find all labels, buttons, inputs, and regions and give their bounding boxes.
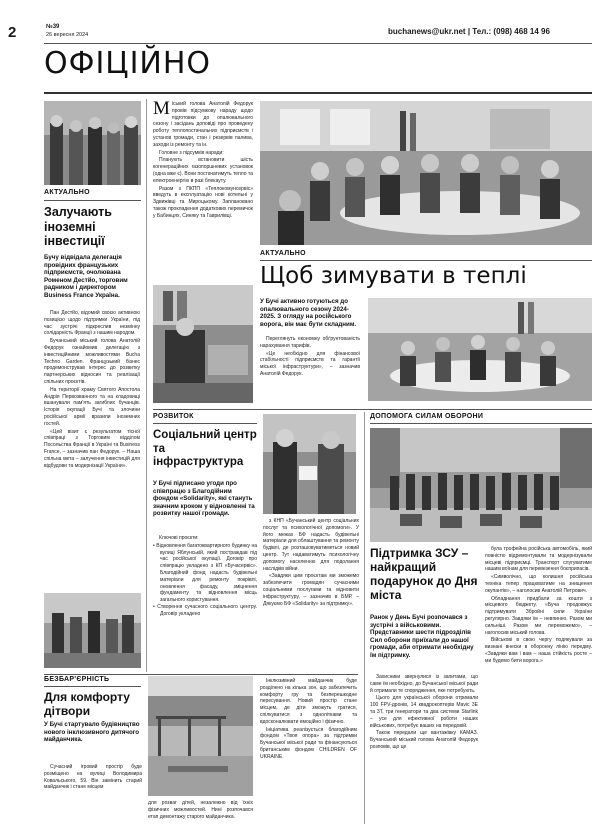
playground-photo	[148, 676, 253, 796]
social-continued-paragraph: з КНП «Бучанський центр соціальних послуг та психологічної допомоги». У його межах БФ надасть будівельні матеріали для облаштування та ремонту будівлі, де розташовуватиметься новий центр. Тут надаватимуть психологічну допомогу населенню для подолання наслідків війни.	[263, 518, 359, 572]
support-continued-paragraph: Обладнання придбали за кошти з місцевого бюджету. «Буча продовжує підтримувати Збройні сили України регулярно. Завдяки їм – невпинно. Разом ми сильніші. Разом ми переможемо», – наголосив міський голова.	[485, 595, 592, 636]
page-number: 2	[8, 24, 17, 41]
winter-intro-paragraph: іський голова Анатолій Федорук провів підсумкову нараду щодо підготовки до опалювального сезону і засідань доповіді про проведену роботу теплопостачальних підприємств і установ громади, стан і резервів палива, заходи із ремонту та ін.	[153, 101, 253, 148]
accessibility-body	[44, 764, 142, 792]
winter-paragraph: «Це необхідно для фінансової стабільності підприємств та гарантії міської інфраструктури», – зазначив Анатолій Федорук.	[260, 350, 360, 377]
header-rule	[44, 43, 592, 44]
social-bullet-text: Відновлення багатоквартирного будинку на вулиці Яблунській, який постраждав під час російської окупації. Договір про співпрацю укладено з КП «Бучасервіс». Благодійний фонд надасть будівельні матеріали для ремонту покрівлі, оновлення фасаду, зміцнення фундаменту та відновлення місць загального користування.	[156, 542, 257, 604]
social-continued	[263, 518, 359, 608]
bullet-marker: •	[153, 542, 157, 549]
investments-body	[44, 310, 140, 470]
meeting-photo-small	[153, 285, 253, 403]
support-lede: Ранок у День Бучі розпочався з зустрічі з військовими. Представники шести підрозділів Сил оборони приїхали до нашої громади, аби отримати необхідну їм підтримку.	[370, 614, 474, 659]
memorial-photo	[44, 593, 141, 668]
social-bullet	[153, 604, 257, 618]
support-kicker: ДОПОМОГА СИЛАМ ОБОРОНИ	[370, 413, 484, 420]
social-continued-paragraph: «Завдяки цим проєктам ми зможемо забезпечити громадян сучасними соціальними послугами та відновити інфраструктуру, – зазначив в БМР. – Дякуємо БФ «Solidarity» за підтримку».	[263, 573, 359, 607]
bullet-marker: •	[153, 603, 158, 610]
investments-title: Залучають іноземні інвестиції	[44, 205, 112, 248]
accessibility-paragraph: Сучасний ігровий простір буде розміщено на вулиці Володимира Ковальського, 59. Він замінить старий майданчик і стане місцем	[44, 764, 142, 791]
social-bullet-text: Створення сучасного соціального центру. Договір укладено	[157, 603, 257, 617]
support-kicker-rule	[370, 423, 592, 424]
support-body	[370, 674, 478, 752]
support-paragraph: Цього для української оборони отримали 100 FPV-дронів, 14 квадрокоптерів Mavic 3E та 3T, три генератори та два системи Starlink – усе для ефективної роботи наших військових, потребує ваших на передовій.	[370, 695, 478, 729]
social-bullet	[153, 543, 257, 604]
winter-kicker: АКТУАЛЬНО	[260, 250, 306, 257]
issue-date: 26 вересня 2024	[46, 32, 89, 38]
column-divider	[146, 99, 147, 672]
winter-intro-paragraph: Разом з ПКПП «Теплокомунсервіс» введуть в експлуатацію нові котельні у Здвижівці та Мироцькому. Заплановано також прокладення додаткових перемичок у Бабинцях, Синяку та Гаврилівці.	[153, 185, 253, 219]
meeting-photo-large	[260, 101, 592, 245]
winter-lede: У Бучі активно готуються до опалювального сезону 2024-2025. З огляду на російського ворога, він має бути складним.	[260, 298, 357, 328]
social-kicker: РОЗВИТОК	[153, 413, 194, 420]
investments-lede: Бучу відвідала делегація провідних французьких підприємств, очолювана Роменом Дестйо, торговим радником і директором Business France Україна.	[44, 254, 128, 299]
support-continued-paragraph: була трофейна російська автомобіль, який повністю відремонтували та модернізували місцеві підприємці. Транспорт слугуватиме нашим воїнам для перевезення боєприпасів.	[485, 546, 592, 573]
winter-intro-paragraph: Планують встановити шість когенераційних газопоршневих установок (одна вже є). Вони постачатимуть тепло та електроенергію в разі блекауту.	[153, 157, 253, 184]
investments-kicker-rule	[44, 200, 141, 201]
drop-cap-letter: М	[153, 98, 170, 119]
accessibility-mid: для розваг дітей, незалежно від їхніх фізичних можливостей. Нині розпочався етап демонтажу старого майданчика.	[148, 800, 253, 820]
mid-rule	[153, 409, 592, 410]
military-photo	[370, 428, 592, 542]
investments-paragraph: Пан Дестйо, відомий своєю активною позицією щодо підтримки України, під час зустрічі підкреслив незмінну солідарність Франції з нашим народом.	[44, 310, 140, 337]
social-title: Соціальний центр та інфраструктура	[153, 429, 257, 468]
agreement-photo	[263, 414, 356, 514]
support-continued	[485, 546, 592, 666]
bottom-rule	[44, 674, 358, 675]
support-title: Підтримка ЗСУ – найкращий подарунок до Дня міста	[370, 546, 478, 602]
investments-kicker: АКТУАЛЬНО	[44, 189, 90, 196]
winter-body	[260, 336, 360, 379]
delegation-photo	[44, 101, 141, 185]
council-photo	[368, 298, 592, 401]
winter-title: Щоб зимувати в теплі	[260, 263, 527, 289]
accessibility-lede: У Бучі стартувало будівництво нового інклюзивного дитячого майданчика.	[44, 721, 140, 744]
investments-paragraph: «Цей візит є результатом тісної співпраці з Торговим відділом Посольства Франції в Україні та Business France, – зазначив пан Федорук. – Наша спільна мета – залучення інвестицій для відбудови та модернізації України».	[44, 428, 140, 469]
social-body	[153, 535, 257, 618]
support-paragraph: Також передали ще вантажівку КАМАЗ. Бучанський міський голова Анатолій Федорук розповів, що це	[370, 730, 478, 750]
investments-paragraph: На території храму Святого Апостола Андрія Первозванного та на кладовищі вшанували пам'ять загиблих бучанців. Історія окупації Бучі та злочини російської армії вразили іноземних гостей.	[44, 386, 140, 427]
support-continued-paragraph: Військові в свою чергу подякували за визнані внески в оборонну лінію передму. «Завдяки вам і вам – наша стійкість росте – ми будемо бити ворога.»	[485, 637, 592, 664]
accessibility-kicker-rule	[44, 686, 141, 687]
contacts: buchanews@ukr.net | Тел.: (098) 468 14 96	[388, 27, 550, 36]
investments-paragraph: Бучанський міський голова Анатолій Федорук ознайомив делегацію з інвестиційними можливостями Bucha Techno Garden. Французький бізнес продемонстрував інтерес до розвитку партнерських відносин та реалізації спільних проєктів.	[44, 338, 140, 385]
winter-intro-paragraph: Головне з підсумків наради:	[159, 149, 224, 156]
column-divider	[364, 412, 365, 824]
accessibility-continued-paragraph: Ініціатива реалізується благодійним фондом «Твоя опора» за підтримки Бучанської міської ради та фінансуються британським фондом CHILDREN OF UKRAINE.	[260, 726, 357, 760]
accessibility-title: Для комфорту дітвори	[44, 690, 130, 718]
accessibility-continued-paragraph: Інклюзивний майданчик буде розділено на кілька зон, що забезпечить комфорту гру та безперешкодне пересування. Новий простір стане місцем, де діти зможуть гратися, спілкуватися з однолітками та вдосконалювати емоційно і фізично.	[260, 678, 357, 725]
accessibility-continued	[260, 678, 357, 762]
social-list-heading: Ключові проєкти:	[159, 535, 199, 541]
support-paragraph: Захисники звернулися із запитами, що саме їм необхідно, до Бучанської міської ради й отримали те спорядження, яке потребують.	[370, 674, 478, 694]
section-rule	[44, 92, 592, 94]
social-kicker-rule	[153, 423, 257, 424]
accessibility-kicker: БЕЗБАР'ЄРНІСТЬ	[44, 676, 110, 683]
social-lede: У Бучі підписано угоди про співпрацю з Благодійним фондом «Solidarity», які стануть значним кроком у відновленні та розвитку нашої громади.	[153, 480, 255, 518]
support-continued-paragraph: «Символічно, що колишня російська техніка тепер працюватиме на знищення окупантів», – наголосив Анатолій Петрович.	[485, 574, 592, 594]
winter-intro	[153, 98, 253, 221]
issue-number: №39	[46, 24, 60, 30]
section-title: ОФІЦІЙНО	[44, 46, 212, 81]
winter-kicker-rule	[260, 260, 592, 261]
winter-paragraph: Переглянуть економну обґрунтованість нарахування тарифів.	[260, 336, 360, 349]
